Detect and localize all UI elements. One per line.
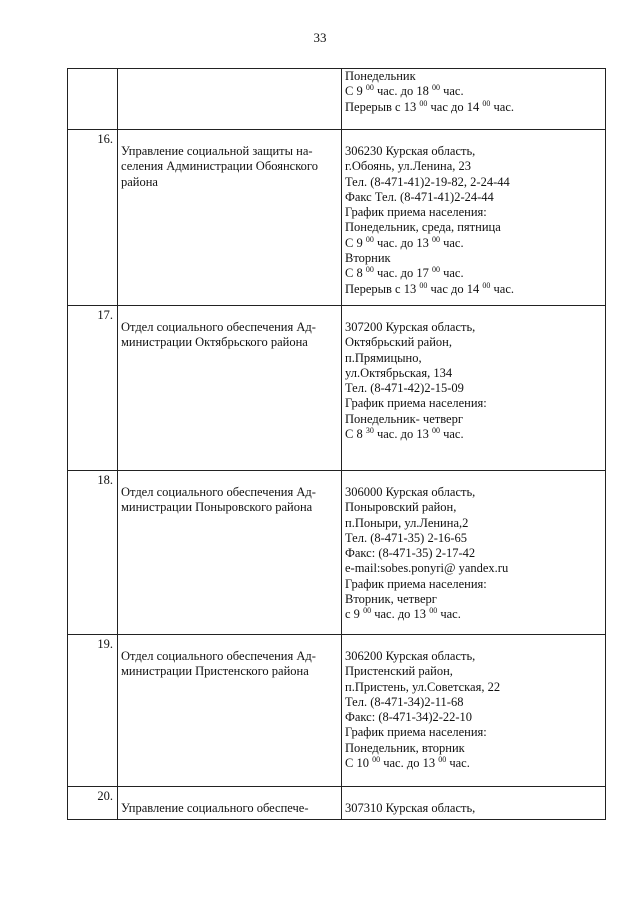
row-number: 20. — [97, 789, 113, 803]
contact-info-text: Понедельник, вторник — [345, 740, 465, 755]
contact-info-line — [345, 500, 601, 515]
contact-info-line — [345, 516, 601, 531]
contact-info-line — [345, 756, 601, 771]
contact-info-text: час. — [439, 427, 464, 442]
contact-info-text: час. — [437, 607, 461, 622]
contact-info-line — [345, 649, 601, 664]
contact-info — [342, 635, 605, 771]
contact-info-line — [345, 664, 601, 679]
contact-info-text: Тел. (8-471-34)2-11-68 — [345, 694, 464, 709]
contact-info-text: час. — [439, 266, 464, 281]
contact-info-text: Вторник — [345, 251, 391, 266]
contact-info-line — [345, 412, 601, 427]
contact-info-line — [345, 236, 601, 251]
organization-name-line: Отдел социального обеспечения Ад- — [121, 649, 316, 663]
contact-info-line — [345, 741, 601, 756]
contact-info-line — [345, 695, 601, 710]
time-minutes-superscript: 00 — [365, 83, 374, 93]
organization-name-line: Управление социального обеспече- — [121, 801, 309, 815]
contact-info-text: 306000 Курская область, — [345, 485, 476, 499]
contact-info-text: График приема населения: — [345, 396, 487, 411]
contact-info-text: С 8 — [345, 427, 366, 442]
contact-info-line — [345, 396, 601, 411]
contact-info-text: час. — [439, 235, 464, 250]
organization-cell — [118, 787, 342, 820]
contact-info-line — [345, 282, 601, 297]
contact-info-text: 306230 Курская область, — [345, 144, 476, 158]
table-row — [68, 471, 606, 635]
contact-info-text: Понедельник — [345, 69, 416, 83]
time-minutes-superscript: 00 — [431, 265, 440, 275]
records-table — [67, 68, 606, 820]
organization-name — [118, 635, 341, 680]
time-minutes-superscript: 30 — [365, 426, 374, 436]
contact-info-text: п.Пристень, ул.Советская, 22 — [345, 679, 501, 694]
contact-info-line — [345, 351, 601, 366]
contact-info-text: 307310 Курская область, — [345, 801, 476, 815]
contact-info-text: Тел. (8-471-41)2-19-82, 2-24-44 — [345, 174, 510, 189]
contact-info-text: г.Обоянь, ул.Ленина, 23 — [345, 159, 472, 174]
contact-info-text: Перерыв с 13 — [345, 99, 420, 114]
table-row — [68, 787, 606, 820]
contact-info-text: час. до 13 — [371, 607, 430, 622]
contact-info-text: Тел. (8-471-42)2-15-09 — [345, 381, 464, 396]
contact-info-text: час. до 17 — [373, 266, 432, 281]
contact-info-text: 307200 Курская область, — [345, 320, 476, 334]
contact-info-line — [345, 546, 601, 561]
contact-info-text: С 8 — [345, 266, 366, 281]
row-number-cell — [68, 69, 118, 130]
organization-name-line: Отдел социального обеспечения Ад- — [121, 320, 316, 334]
contact-info-text: График приема населения: — [345, 725, 487, 740]
contact-info — [342, 306, 605, 442]
contact-info-line — [345, 577, 601, 592]
contact-info-cell — [342, 130, 606, 306]
contact-info-text: С 10 — [345, 756, 373, 771]
contact-info-text: Факс: (8-471-35) 2-17-42 — [345, 546, 476, 561]
contact-info-text: Октябрьский район, — [345, 335, 452, 350]
time-minutes-superscript: 00 — [431, 83, 440, 93]
contact-info-text: Понедельник- четверг — [345, 411, 463, 426]
contact-info-line — [345, 710, 601, 725]
time-minutes-superscript: 00 — [438, 755, 447, 765]
contact-info-text: час. до 13 — [380, 756, 439, 771]
time-minutes-superscript: 00 — [365, 265, 374, 275]
organization-name — [118, 787, 341, 816]
contact-info-text: ул.Октябрьская, 134 — [345, 365, 453, 380]
time-minutes-superscript: 00 — [365, 234, 374, 244]
time-minutes-superscript: 00 — [482, 280, 491, 290]
contact-info-cell — [342, 69, 606, 130]
contact-info-line — [345, 190, 601, 205]
contact-info-text: п.Прямицыно, — [345, 350, 422, 365]
time-minutes-superscript: 00 — [482, 98, 491, 108]
time-minutes-superscript: 00 — [429, 606, 438, 616]
contact-info-text: Тел. (8-471-35) 2-16-65 — [345, 530, 468, 545]
row-number-cell — [68, 787, 118, 820]
contact-info-text: Понедельник, среда, пятница — [345, 220, 501, 235]
organization-name-line: района — [121, 174, 158, 189]
time-minutes-superscript: 00 — [419, 98, 428, 108]
organization-cell — [118, 69, 342, 130]
contact-info-text: С 9 — [345, 235, 366, 250]
organization-cell — [118, 471, 342, 635]
contact-info-line — [345, 266, 601, 281]
contact-info — [342, 130, 605, 297]
contact-info-text: Пристенский район, — [345, 664, 453, 679]
contact-info-text: Факс Тел. (8-471-41)2-24-44 — [345, 189, 494, 204]
table-row — [68, 635, 606, 787]
organization-cell — [118, 635, 342, 787]
contact-info-cell — [342, 306, 606, 471]
contact-info-line — [345, 592, 601, 607]
contact-info-line — [345, 335, 601, 350]
contact-info — [342, 69, 605, 115]
row-number-cell — [68, 471, 118, 635]
contact-info-text: час. — [490, 99, 514, 114]
row-number: 19. — [97, 637, 113, 651]
contact-info-text: час. — [446, 756, 470, 771]
contact-info-line — [345, 381, 601, 396]
page-number: 33 — [313, 30, 327, 45]
contact-info-text: с 9 — [345, 607, 364, 622]
contact-info-text: 306200 Курская область, — [345, 649, 476, 663]
contact-info-line — [345, 144, 601, 159]
organization-name-line: Управление социальной защиты на- — [121, 144, 313, 158]
contact-info-line — [345, 427, 601, 442]
table-row — [68, 69, 606, 130]
organization-name-line: Отдел социального обеспечения Ад- — [121, 485, 316, 499]
row-number-cell — [68, 306, 118, 471]
contact-info-line — [345, 607, 601, 622]
contact-info-text: час до 14 — [427, 281, 483, 296]
organization-name — [118, 471, 341, 516]
contact-info-cell — [342, 635, 606, 787]
contact-info-line — [345, 366, 601, 381]
contact-info-line — [345, 725, 601, 740]
contact-info-line — [345, 485, 601, 500]
contact-info-line — [345, 531, 601, 546]
organization-name-line: селения Администрации Обоянского — [121, 159, 318, 174]
contact-info-cell — [342, 787, 606, 820]
contact-info-line — [345, 801, 601, 816]
contact-info-text: час. до 13 — [373, 427, 432, 442]
contact-info-text: час. до 13 — [373, 235, 432, 250]
organization-cell — [118, 130, 342, 306]
contact-info-line — [345, 175, 601, 190]
organization-cell — [118, 306, 342, 471]
contact-info-line — [345, 159, 601, 174]
contact-info-line — [345, 220, 601, 235]
row-number: 17. — [97, 308, 113, 322]
contact-info-text: Факс: (8-471-34)2-22-10 — [345, 710, 473, 725]
contact-info — [342, 787, 605, 816]
contact-info-text: Поныровский район, — [345, 500, 457, 515]
contact-info-text: час. до 18 — [373, 84, 432, 99]
contact-info-line — [345, 100, 601, 115]
table-row — [68, 130, 606, 306]
contact-info-cell — [342, 471, 606, 635]
organization-name-line: министрации Поныровского района — [121, 500, 313, 515]
row-number — [68, 69, 117, 71]
contact-info-text: График приема населения: — [345, 576, 487, 591]
time-minutes-superscript: 00 — [363, 606, 372, 616]
table-row — [68, 306, 606, 471]
contact-info-line — [345, 320, 601, 335]
row-number: 18. — [97, 473, 113, 487]
organization-name-line: министрации Пристенского района — [121, 664, 309, 679]
contact-info-text: График приема населения: — [345, 205, 487, 220]
contact-info-line — [345, 84, 601, 99]
time-minutes-superscript: 00 — [431, 234, 440, 244]
time-minutes-superscript: 00 — [372, 755, 381, 765]
contact-info-text: час. — [439, 84, 464, 99]
row-number-cell — [68, 635, 118, 787]
time-minutes-superscript: 00 — [431, 426, 440, 436]
row-number-cell — [68, 130, 118, 306]
contact-info-line — [345, 680, 601, 695]
contact-info-line — [345, 205, 601, 220]
organization-name — [118, 306, 341, 351]
contact-info-text: час. — [490, 281, 514, 296]
contact-info-text: п.Поныри, ул.Ленина,2 — [345, 515, 469, 530]
contact-info-line — [345, 251, 601, 266]
contact-info-text: Вторник, четверг — [345, 592, 437, 607]
contact-info-text: С 9 — [345, 84, 366, 99]
contact-info — [342, 471, 605, 623]
contact-info-text: e-mail:sobes.ponyri@ yandex.ru — [345, 561, 509, 576]
row-number: 16. — [97, 132, 113, 146]
contact-info-text: час до 14 — [427, 99, 483, 114]
organization-name-line: министрации Октябрьского района — [121, 335, 308, 350]
contact-info-line — [345, 69, 601, 84]
time-minutes-superscript: 00 — [419, 280, 428, 290]
contact-info-line — [345, 561, 601, 576]
contact-info-text: Перерыв с 13 — [345, 281, 420, 296]
organization-name — [118, 130, 341, 190]
